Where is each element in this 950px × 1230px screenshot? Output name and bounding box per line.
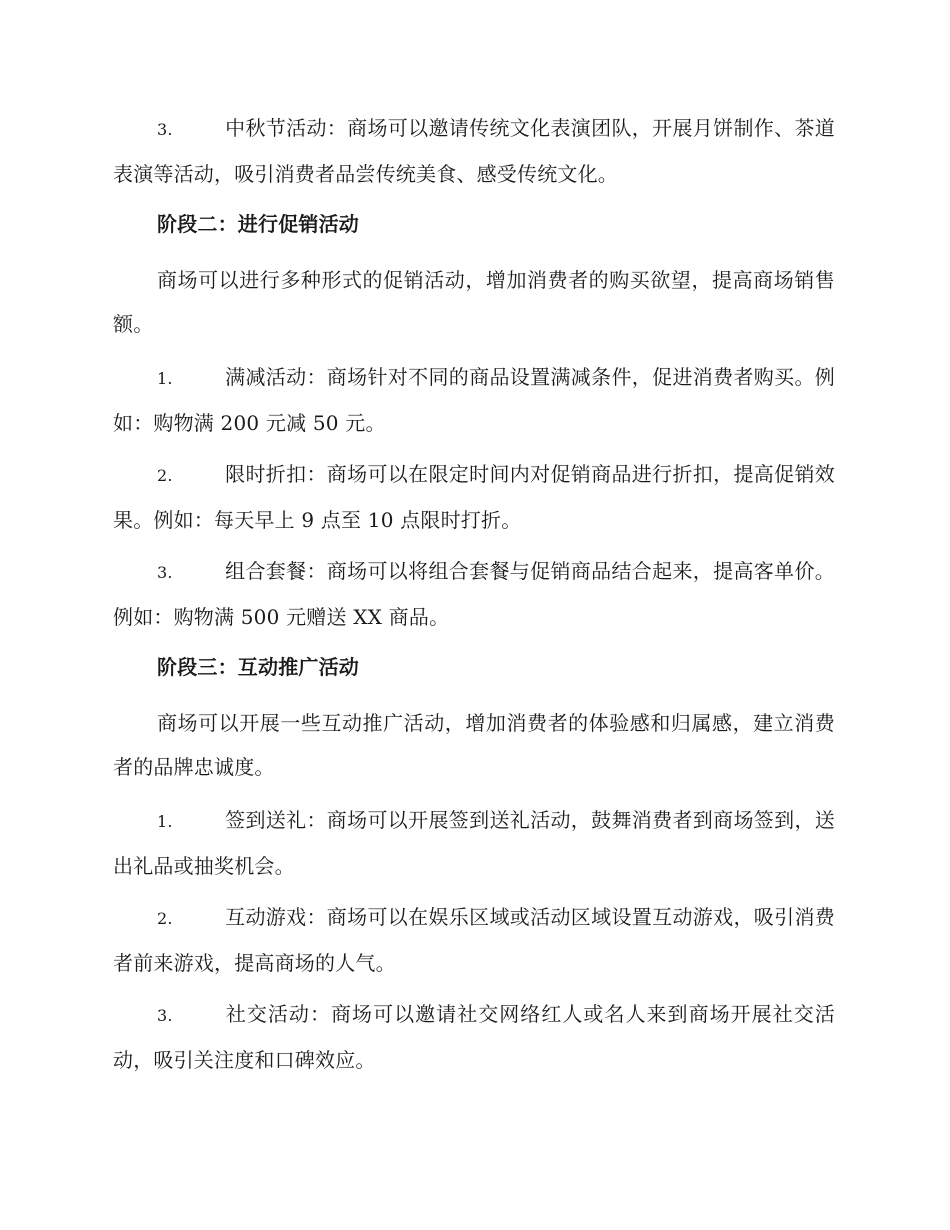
section-heading: 阶段三：互动推广活动 xyxy=(157,655,359,679)
list-item-text: 签到送礼：商场可以开展签到送礼活动，鼓舞消费者到商场签到，送出礼品或抽奖机会。 xyxy=(113,808,835,878)
list-item xyxy=(113,798,835,888)
list-item-text: 满减活动：商场针对不同的商品设置满减条件，促进消费者购买。例如：购物满 200 元减 50 元。 xyxy=(113,365,835,435)
section-heading: 阶段二：进行促销活动 xyxy=(157,212,359,236)
list-item-number: 3. xyxy=(157,120,173,139)
list-item-number: 2. xyxy=(157,466,173,485)
list-item xyxy=(113,992,835,1082)
list-item-text: 限时折扣：商场可以在限定时间内对促销商品进行折扣，提高促销效果。例如：每天早上 9 点至 10 点限时打折。 xyxy=(113,462,835,532)
list-item xyxy=(113,355,835,445)
list-item-number: 1. xyxy=(157,369,173,388)
list-item xyxy=(113,549,835,639)
section-intro: 商场可以进行多种形式的促销活动，增加消费者的购买欲望，提高商场销售额。 xyxy=(113,268,835,336)
list-item-number: 3. xyxy=(157,1006,173,1025)
list-item-number: 1. xyxy=(157,812,173,831)
list-item-text: 中秋节活动：商场可以邀请传统文化表演团队，开展月饼制作、茶道表演等活动，吸引消费者品尝传统美食、感受传统文化。 xyxy=(113,116,835,186)
list-item-text: 互动游戏：商场可以在娱乐区域或活动区域设置互动游戏，吸引消费者前来游戏，提高商场的人气。 xyxy=(113,905,835,975)
list-item-number: 2. xyxy=(157,909,173,928)
list-item xyxy=(113,452,835,542)
section-intro: 商场可以开展一些互动推广活动，增加消费者的体验感和归属感，建立消费者的品牌忠诚度。 xyxy=(113,711,835,779)
list-item-number: 3. xyxy=(157,563,173,582)
list-item xyxy=(113,106,835,196)
list-item-text: 社交活动：商场可以邀请社交网络红人或名人来到商场开展社交活动，吸引关注度和口碑效应。 xyxy=(113,1002,835,1072)
list-item xyxy=(113,895,835,985)
list-item-text: 组合套餐：商场可以将组合套餐与促销商品结合起来，提高客单价。例如：购物满 500 元赠送 XX 商品。 xyxy=(113,559,835,629)
